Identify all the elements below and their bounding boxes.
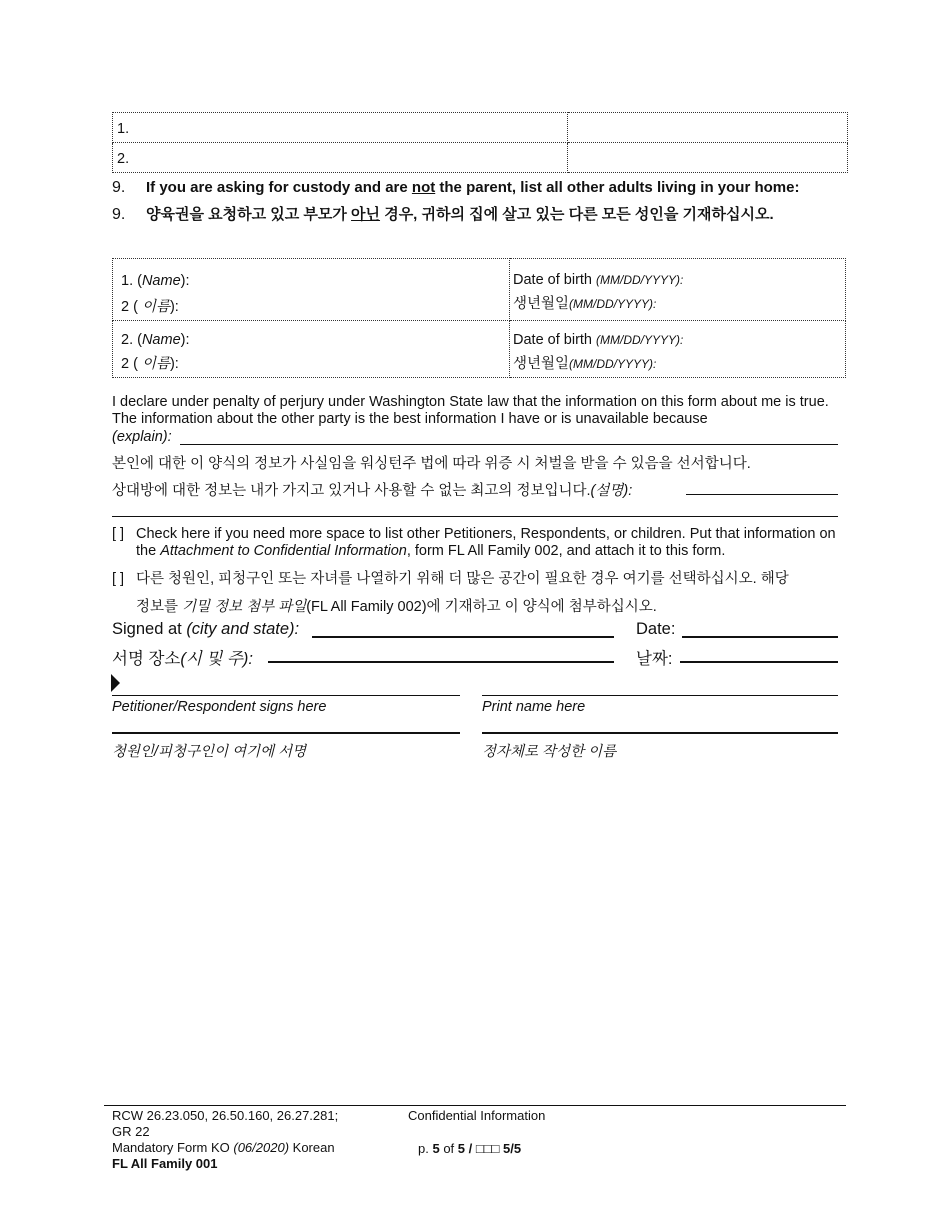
q9-number: 9. (112, 179, 126, 196)
adult-name-label: 1. (Name): (121, 273, 190, 289)
table-cell[interactable] (568, 113, 848, 143)
table-row (113, 321, 846, 378)
footer-left (112, 1108, 338, 1172)
signed-at-input[interactable] (312, 636, 614, 638)
footer-divider (104, 1105, 846, 1106)
q9-ko (112, 203, 774, 224)
footer-page: p. 5 of 5 / □□□ 5/5 (418, 1141, 522, 1156)
adult-name-cell[interactable] (113, 321, 510, 378)
adult-name-label-ko: 2 ( 이름): (121, 299, 179, 315)
date-input-ko[interactable] (680, 661, 838, 663)
more-space-checkbox-ko[interactable]: [ ] (112, 571, 125, 587)
table-cell[interactable] (568, 143, 848, 173)
signs-here-label: Petitioner/Respondent signs here (112, 699, 327, 715)
adult-dob-label: Date of birth (MM/DD/YYYY): (513, 272, 684, 288)
signature-line[interactable] (112, 695, 460, 696)
adult-dob-label: Date of birth (MM/DD/YYYY): (513, 332, 684, 348)
explain-line-2[interactable] (112, 516, 838, 517)
top-table (112, 112, 848, 173)
q9-en (112, 179, 799, 197)
q9-ko-text-2: 경우, 귀하의 집에 살고 있는 다른 모든 성인을 기재하십시오. (380, 206, 774, 223)
adult-dob-cell[interactable] (510, 321, 846, 378)
adult-name-label: 2. (Name): (121, 332, 190, 348)
explain-line[interactable] (180, 444, 838, 445)
adult-name-label-ko: 2 ( 이름): (121, 356, 179, 372)
declaration-ko-1: 본인에 대한 이 양식의 정보가 사실임을 워싱턴주 법에 따라 위증 시 처벌을 받을 수 있음을 선서합니다. (112, 456, 751, 472)
explain-line-ko[interactable] (686, 494, 838, 495)
row-number: 1. (117, 121, 130, 137)
declaration-en: I declare under penalty of perjury under Washington State law that the information on this form about me is true. The information about the other party is the best information I have or is unavailable because (112, 394, 829, 427)
print-name-label-ko: 정자체로 작성한 이름 (482, 744, 617, 760)
row-number: 2. (117, 151, 130, 167)
date-input[interactable] (682, 636, 838, 638)
print-name-line[interactable] (482, 695, 838, 696)
q9-en-text-2: the parent, list all other adults living in your home: (435, 179, 800, 196)
date-label: Date: (636, 620, 676, 638)
signed-at-input-ko[interactable] (268, 661, 614, 663)
signature-line-ko[interactable] (112, 732, 460, 734)
table-row (113, 113, 568, 143)
adults-table (112, 258, 846, 378)
q9-en-text: If you are asking for custody and are (146, 179, 412, 196)
signs-here-label-ko: 청원인/피청구인이 여기에 서명 (112, 744, 307, 760)
signed-at-label: Signed at (city and state): (112, 620, 300, 638)
more-space-checkbox[interactable]: [ ] (112, 526, 125, 542)
table-row (113, 143, 568, 173)
footer-rcw: RCW 26.23.050, 26.50.160, 26.27.281; (112, 1108, 339, 1123)
q9-ko-not: 아닌 (351, 206, 381, 223)
more-space-ko: [ ] 다른 청원인, 피청구인 또는 자녀를 나열하기 위해 더 많은 공간이 필요한 경우 여기를 선택하십시오. 해당 정보를 기밀 정보 첨부 파일(FL All Family 002)에 기재하고 이 양식에 첨부하십시오. (112, 565, 857, 621)
footer-gr: GR 22 (112, 1124, 150, 1139)
table-row (113, 259, 846, 321)
signature-arrow-icon (111, 674, 121, 692)
footer-confidential: Confidential Information (408, 1108, 546, 1123)
more-space-en: [ ] Check here if you need more space to list other Petitioners, Respondents, or children. Put that information on the Attachment to Confidential Information, form FL All Family 002, and attach it to this form. (112, 526, 836, 559)
footer-mandatory: Mandatory Form KO (06/2020) Korean (112, 1140, 335, 1155)
q9-ko-text: 양육권을 요청하고 있고 부모가 (146, 206, 352, 223)
declaration-ko-2: 상대방에 대한 정보는 내가 가지고 있거나 사용할 수 없는 최고의 정보입니다.(설명): (112, 483, 633, 499)
print-name-line-ko[interactable] (482, 732, 838, 734)
q9-en-not: not (411, 179, 436, 196)
adult-dob-cell[interactable] (510, 259, 846, 321)
date-label-ko: 날짜: (636, 650, 673, 668)
q9-number-ko: 9. (112, 206, 126, 223)
adult-dob-label-ko: 생년월일(MM/DD/YYYY): (513, 296, 657, 312)
adult-dob-label-ko: 생년월일(MM/DD/YYYY): (513, 356, 657, 372)
signed-at-label-ko: 서명 장소(시 및 주): (112, 650, 253, 668)
explain-label: (explain): (112, 429, 172, 445)
adult-name-cell[interactable] (113, 259, 510, 321)
footer-form-id: FL All Family 001 (112, 1156, 218, 1171)
print-name-label: Print name here (482, 699, 586, 715)
